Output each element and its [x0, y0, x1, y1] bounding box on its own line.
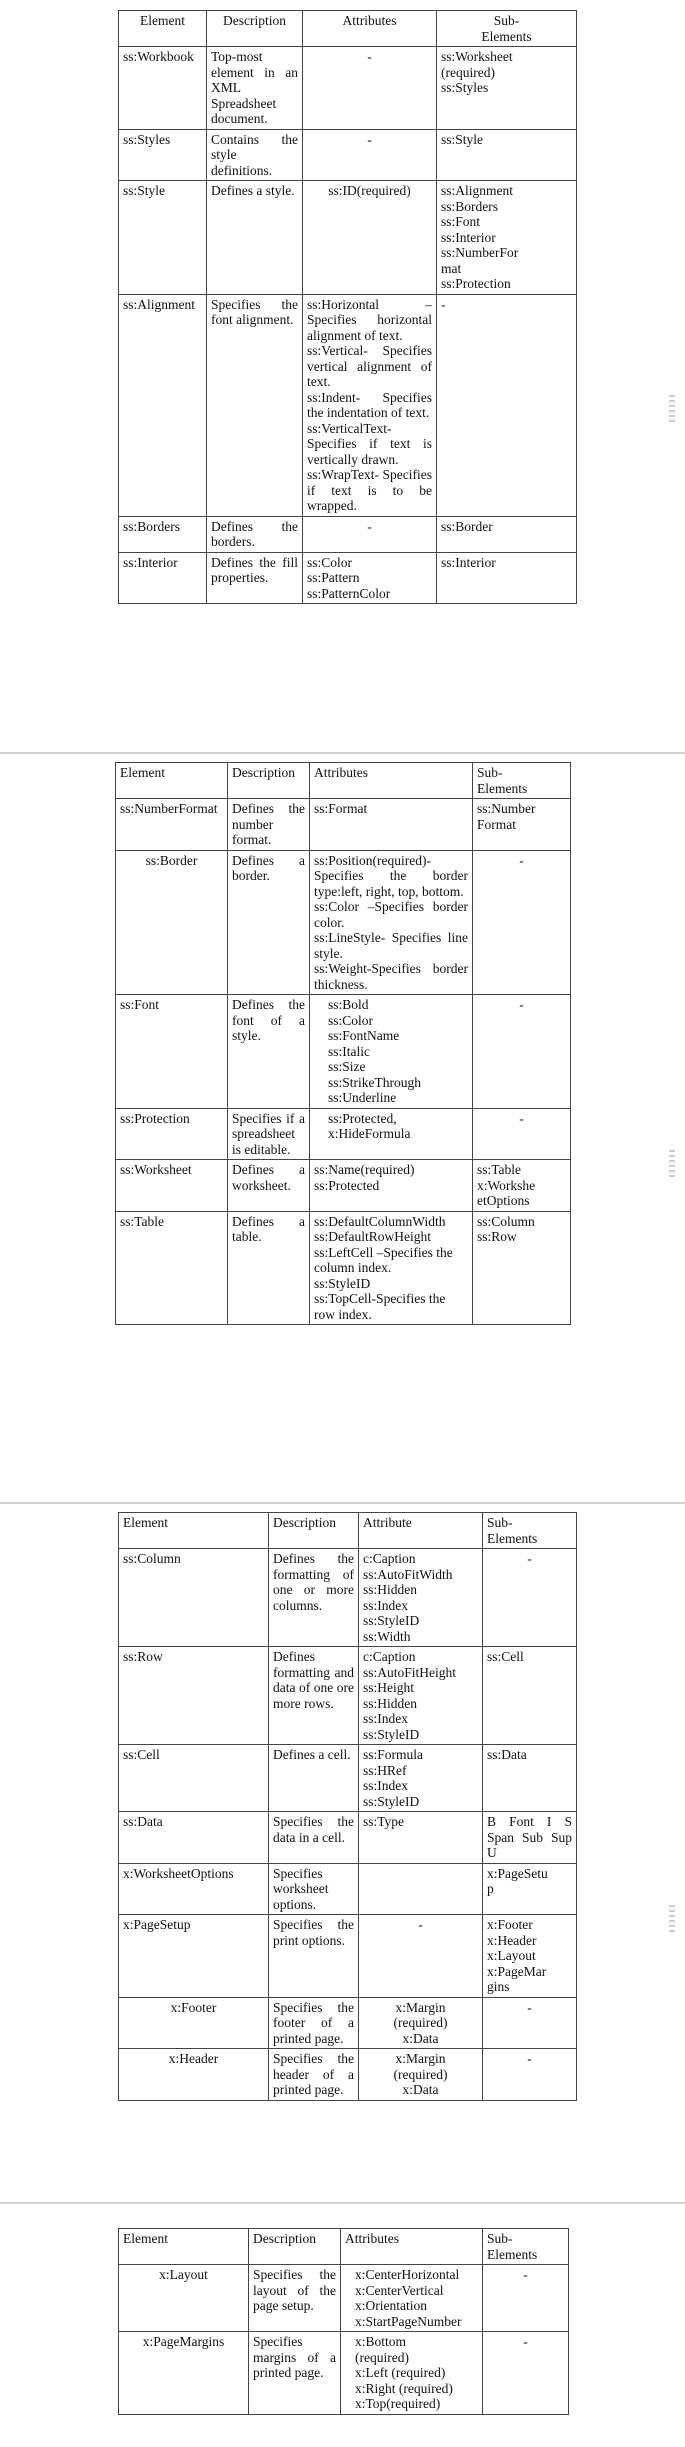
cell-element: x:PageSetup — [119, 1915, 269, 1998]
cell-subelements: - — [473, 995, 571, 1109]
col-header-element: Element — [119, 11, 207, 47]
margin-mark — [669, 1150, 675, 1180]
cell-attributes: x:Margin (required) x:Data — [359, 1997, 483, 2049]
cell-description: Defines a table. — [228, 1211, 310, 1325]
cell-description: Specifies the print options. — [269, 1915, 359, 1998]
cell-description: Contains the style definitions. — [207, 129, 303, 181]
col-header-attributes: Attributes — [341, 2229, 483, 2265]
cell-element: ss:Worksheet — [116, 1160, 228, 1212]
cell-attributes: ss:DefaultColumnWidth ss:DefaultRowHeight ss:LeftCell –Specifies the column index. ss:StyleID ss:TopCell-Specifies the row index. — [310, 1211, 473, 1325]
cell-subelements: ss:Cell — [483, 1647, 577, 1745]
cell-element: ss:Cell — [119, 1745, 269, 1812]
cell-attributes: c:Caption ss:AutoFitWidth ss:Hidden ss:Index ss:StyleID ss:Width — [359, 1549, 483, 1647]
table-header-row — [119, 1513, 577, 1549]
cell-subelements: - — [437, 294, 577, 516]
cell-element: ss:Interior — [119, 552, 207, 604]
page-separator — [0, 2202, 685, 2204]
table-row — [116, 995, 571, 1109]
cell-subelements: ss:Worksheet (required) ss:Styles — [437, 47, 577, 130]
xml-elements-table-1 — [118, 10, 577, 604]
col-header-attributes: Attributes — [303, 11, 437, 47]
cell-subelements: - — [483, 2265, 569, 2332]
cell-attributes: ss:Color ss:Pattern ss:PatternColor — [303, 552, 437, 604]
cell-element: ss:Row — [119, 1647, 269, 1745]
cell-element: ss:Styles — [119, 129, 207, 181]
cell-description: Defines a border. — [228, 850, 310, 995]
xml-elements-table-3 — [118, 1512, 577, 2101]
margin-mark — [669, 1905, 675, 1935]
table-row — [119, 1997, 577, 2049]
cell-element: x:Header — [119, 2049, 269, 2101]
page-separator — [0, 752, 685, 754]
cell-description: Defines the font of a style. — [228, 995, 310, 1109]
cell-subelements: - — [483, 2049, 577, 2101]
cell-attributes: c:Caption ss:AutoFitHeight ss:Height ss:Hidden ss:Index ss:StyleID — [359, 1647, 483, 1745]
cell-description: Defines the number format. — [228, 799, 310, 851]
cell-attributes: ss:Bold ss:Color ss:FontName ss:Italic ss:Size ss:StrikeThrough ss:Underline — [310, 995, 473, 1109]
col-header-element: Element — [119, 2229, 249, 2265]
cell-attributes: ss:Position(required)-Specifies the border type:left, right, top, bottom. ss:Color –Specifies border color. ss:LineStyle- Specifies line style. ss:Weight-Specifies border thickness. — [310, 850, 473, 995]
cell-element: ss:Data — [119, 1812, 269, 1864]
table-row — [116, 1108, 571, 1160]
cell-element: x:Layout — [119, 2265, 249, 2332]
table-row — [119, 129, 577, 181]
cell-attributes: x:Margin (required) x:Data — [359, 2049, 483, 2101]
cell-subelements: x:PageSetu p — [483, 1863, 577, 1915]
cell-subelements: - — [483, 1997, 577, 2049]
table-header-row — [119, 2229, 569, 2265]
col-header-description: Description — [207, 11, 303, 47]
cell-subelements: ss:Column ss:Row — [473, 1211, 571, 1325]
cell-attributes: - — [303, 47, 437, 130]
table-row — [119, 516, 577, 552]
table-row — [116, 799, 571, 851]
table-row — [119, 2049, 577, 2101]
table-row — [119, 1647, 577, 1745]
cell-description: Defines the borders. — [207, 516, 303, 552]
cell-attributes: ss:Type — [359, 1812, 483, 1864]
cell-subelements: ss:Border — [437, 516, 577, 552]
cell-element: ss:Column — [119, 1549, 269, 1647]
table-row — [119, 1745, 577, 1812]
cell-element: ss:Protection — [116, 1108, 228, 1160]
table-row — [119, 1812, 577, 1864]
col-header-subelements: Sub- Elements — [437, 11, 577, 47]
col-header-attributes: Attributes — [310, 763, 473, 799]
table-row — [116, 850, 571, 995]
cell-element: ss:Borders — [119, 516, 207, 552]
table-row — [119, 2265, 569, 2332]
table-row — [119, 2332, 569, 2415]
cell-element: ss:Alignment — [119, 294, 207, 516]
cell-attributes: ss:Name(required) ss:Protected — [310, 1160, 473, 1212]
cell-description: Specifies the footer of a printed page. — [269, 1997, 359, 2049]
margin-mark — [669, 395, 675, 425]
cell-description: Defines the formatting of one or more columns. — [269, 1549, 359, 1647]
cell-description: Defines a worksheet. — [228, 1160, 310, 1212]
cell-subelements: ss:Number Format — [473, 799, 571, 851]
cell-attributes: ss:Horizontal – Specifies horizontal alignment of text. ss:Vertical- Specifies vertical alignment of text. ss:Indent- Specifies the indentation of text. ss:VerticalText- Specifies if text is vertically drawn. ss:WrapText- Specifies if text is to be wrapped. — [303, 294, 437, 516]
col-header-description: Description — [249, 2229, 341, 2265]
table-row — [119, 181, 577, 295]
col-header-attributes: Attribute — [359, 1513, 483, 1549]
col-header-subelements: Sub- Elements — [473, 763, 571, 799]
cell-element: ss:NumberFormat — [116, 799, 228, 851]
cell-subelements: ss:Data — [483, 1745, 577, 1812]
table-row — [119, 1549, 577, 1647]
cell-description: Specifies the data in a cell. — [269, 1812, 359, 1864]
xml-elements-table-2 — [115, 762, 571, 1325]
table-row — [119, 47, 577, 130]
table-row — [119, 552, 577, 604]
cell-element: x:WorksheetOptions — [119, 1863, 269, 1915]
cell-element: ss:Font — [116, 995, 228, 1109]
cell-subelements: B Font I S Span Sub Sup U — [483, 1812, 577, 1864]
cell-attributes: ss:Formula ss:HRef ss:Index ss:StyleID — [359, 1745, 483, 1812]
table-row — [116, 1211, 571, 1325]
page-separator — [0, 1502, 685, 1504]
cell-element: ss:Style — [119, 181, 207, 295]
cell-subelements: - — [473, 850, 571, 995]
cell-description: Top-most element in an XML Spreadsheet document. — [207, 47, 303, 130]
table-header-row — [116, 763, 571, 799]
cell-description: Defines formatting and data of one ore more rows. — [269, 1647, 359, 1745]
col-header-subelements: Sub- Elements — [483, 1513, 577, 1549]
cell-attributes: - — [359, 1915, 483, 1998]
cell-subelements: - — [473, 1108, 571, 1160]
cell-description: Defines a style. — [207, 181, 303, 295]
cell-attributes: - — [303, 129, 437, 181]
cell-attributes: x:CenterHorizontal x:CenterVertical x:Orientation x:StartPageNumber — [341, 2265, 483, 2332]
cell-subelements: ss:Style — [437, 129, 577, 181]
cell-description: Specifies the header of a printed page. — [269, 2049, 359, 2101]
xml-elements-table-4 — [118, 2228, 569, 2415]
col-header-subelements: Sub- Elements — [483, 2229, 569, 2265]
cell-description: Defines a cell. — [269, 1745, 359, 1812]
table-row — [116, 1160, 571, 1212]
col-header-description: Description — [228, 763, 310, 799]
cell-attributes: ss:ID(required) — [303, 181, 437, 295]
table-header-row — [119, 11, 577, 47]
cell-attributes — [359, 1863, 483, 1915]
cell-attributes: - — [303, 516, 437, 552]
col-header-description: Description — [269, 1513, 359, 1549]
cell-subelements: ss:Table x:Workshe etOptions — [473, 1160, 571, 1212]
cell-element: ss:Workbook — [119, 47, 207, 130]
col-header-element: Element — [119, 1513, 269, 1549]
cell-subelements: ss:Interior — [437, 552, 577, 604]
cell-element: ss:Border — [116, 850, 228, 995]
cell-subelements: ss:Alignment ss:Borders ss:Font ss:Interior ss:NumberFor mat ss:Protection — [437, 181, 577, 295]
cell-element: x:PageMargins — [119, 2332, 249, 2415]
cell-description: Specifies the font alignment. — [207, 294, 303, 516]
table-row — [119, 1915, 577, 1998]
col-header-element: Element — [116, 763, 228, 799]
cell-description: Specifies if a spreadsheet is editable. — [228, 1108, 310, 1160]
table-row — [119, 1863, 577, 1915]
cell-description: Specifies worksheet options. — [269, 1863, 359, 1915]
cell-element: x:Footer — [119, 1997, 269, 2049]
table-row — [119, 294, 577, 516]
cell-attributes: x:Bottom (required) x:Left (required) x:Right (required) x:Top(required) — [341, 2332, 483, 2415]
cell-element: ss:Table — [116, 1211, 228, 1325]
cell-attributes: ss:Protected, x:HideFormula — [310, 1108, 473, 1160]
cell-description: Specifies margins of a printed page. — [249, 2332, 341, 2415]
cell-subelements: - — [483, 1549, 577, 1647]
cell-description: Defines the fill properties. — [207, 552, 303, 604]
cell-subelements: x:Footer x:Header x:Layout x:PageMar gins — [483, 1915, 577, 1998]
cell-attributes: ss:Format — [310, 799, 473, 851]
cell-subelements: - — [483, 2332, 569, 2415]
cell-description: Specifies the layout of the page setup. — [249, 2265, 341, 2332]
